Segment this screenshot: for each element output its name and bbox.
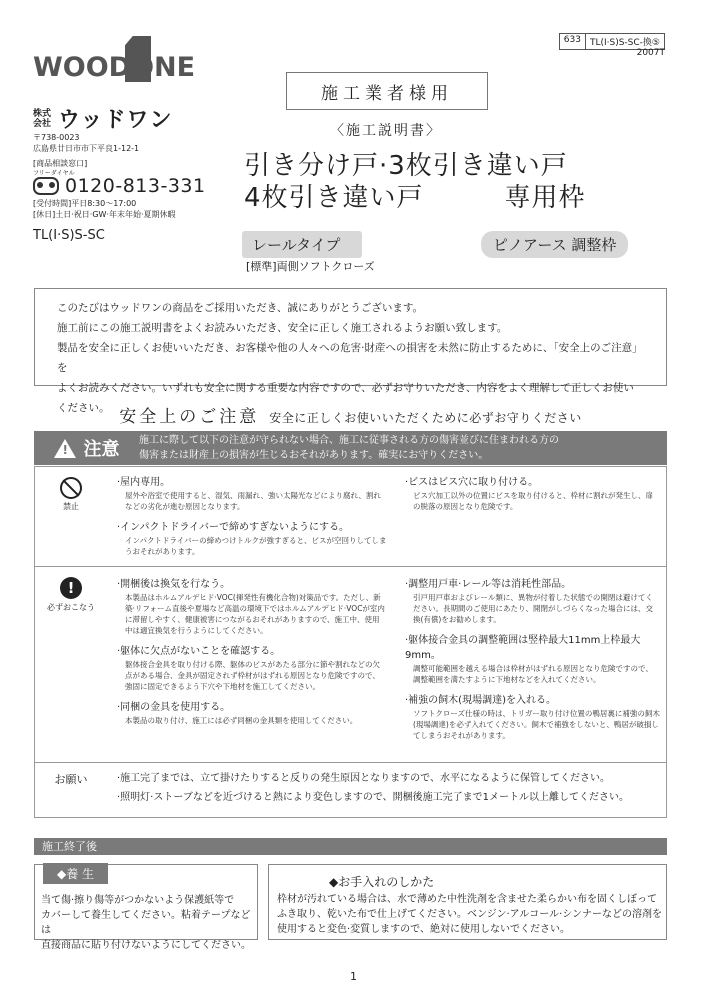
protection-box	[34, 864, 258, 951]
prohibit-label: 禁止	[63, 502, 79, 511]
item-body: 調整可能範囲を越える場合は枠材がはずれる原因となり危険ですので、調整範囲を満たすように下地材などを入れてください。	[413, 664, 653, 684]
care-line: 使用すると変色·変質しますので、絶対に使用しないでください。	[277, 924, 570, 935]
title-box: 施工業者様用	[286, 72, 488, 110]
care-text	[277, 892, 662, 937]
item-body: インパクトドライバーの締めつけトルクが強すぎると、ビスが空回りしてしまうおそれがあります。	[125, 536, 387, 556]
request-item: ·施工完了までは、立て掛けたりすると反りの発生原因となりますので、水平になるように保管してください。	[117, 773, 610, 784]
tel-number: 0120-813-331	[65, 175, 206, 197]
address: 広島県廿日市市下平良1-12-1	[33, 144, 140, 153]
protection-line: 直接商品に貼り付けないようにしてください。	[41, 940, 251, 951]
prohibit-row	[35, 467, 666, 567]
item-body: 屋外や浴室で使用すると、湿気、雨漏れ、強い太陽光などにより腐れ、割れなどの劣化が進む原因となります。	[125, 491, 381, 511]
request-label: お願い	[54, 773, 88, 786]
item-body: ビス穴加工以外の位置にビスを取り付けると、枠材に割れが発生し、扉の脱落の原因となり危険です。	[413, 491, 653, 511]
woodone-logo	[33, 36, 196, 84]
safety-heading-sub: 安全に正しくお使いいただくために必ずお守りください	[269, 411, 582, 425]
protection-text	[41, 893, 257, 953]
item-heading: ·補強の飼木(現場調達)を入れる。	[405, 695, 556, 706]
request-row	[35, 763, 666, 817]
caution-text	[139, 433, 559, 463]
page-number: 1	[350, 970, 357, 983]
caution-line: 施工に際して以下の注意が守られない場合、施工に従事される方の傷害並びに住まわれる方の	[139, 435, 559, 446]
caution-line: 傷害または財産上の損害が生じるおそれがあります。確実にお守りください。	[139, 450, 489, 461]
item-heading: ·躯体に欠点がないことを確認する。	[117, 646, 281, 657]
document-code-id: TL(I·S)S-SC-換⑤	[585, 34, 664, 49]
must-row	[35, 567, 666, 763]
care-line: ふき取り、乾いた布で仕上げてください。ベンジン·アルコール·シンナーなどの溶剤を	[277, 909, 663, 920]
caution-bar	[34, 431, 667, 465]
protection-line: 当て傷·擦り傷等がつかないよう保護紙等で	[41, 895, 235, 906]
intro-line: 施工前にこの施工説明書をよくお読みいただき、安全に正しく施工されるようお願い致します。	[57, 322, 508, 334]
intro-line: よくお読みください。いずれも安全に関する重要な内容ですので、必ずお守りいただき、内容をよく理解して正しくお使いください。	[57, 382, 634, 414]
care-box	[268, 864, 667, 940]
tel-row	[33, 175, 206, 197]
warning-triangle-icon: !	[54, 439, 76, 458]
main-title	[244, 150, 586, 214]
company-name-text: ウッドワン	[58, 108, 173, 133]
safety-heading	[34, 402, 667, 427]
subtitle: 〈施工説明書〉	[330, 123, 442, 139]
main-title-line1: 引き分け戸·3枚引き違い戸	[244, 151, 568, 181]
item-heading: ·開梱後は換気を行なう。	[117, 579, 231, 590]
intro-line: 製品を安全に正しくお使いいただき、お客様や他の人々への危害·財産への損害を未然に防止するために、「安全上のご注意」を	[57, 342, 643, 374]
must-left-col	[117, 577, 387, 734]
item-body: 引戸用戸車およびレール類に、異物が付着した状態での開閉は避けてください。長期間のご使用にあたり、開閉がしづらくなった場合には、交換(有償)をお勧めします。	[413, 593, 653, 624]
reception-hours: [受付時間]平日8:30〜17:00	[33, 199, 137, 208]
item-heading: ·ビスはビス穴に取り付ける。	[405, 477, 539, 488]
prohibit-right-col	[405, 475, 660, 520]
protection-heading: ◆養 生	[43, 863, 108, 884]
item-body: ソフトクローズ仕様の時は、トリガー取り付け位置の鴨居裏に補強の飼木(現場調達)を必ず入れてください。飼木で補強をしないと、鴨居が破損してしまうおそれがあります。	[413, 709, 660, 740]
postal-code: 〒738-0023	[33, 133, 80, 142]
consult-label: [商品相談窓口]	[33, 159, 88, 168]
logo-text: WOODONE	[33, 52, 196, 83]
caution-label-text: 注意	[83, 439, 120, 460]
rail-type-badge: レールタイプ	[242, 231, 362, 258]
product-series-badge: ピノアース 調整枠	[481, 231, 628, 258]
item-heading: ·調整用戸車·レール等は消耗性部品。	[405, 579, 572, 590]
request-list	[117, 769, 657, 807]
freedial-label: フリーダイヤル	[33, 170, 75, 177]
request-item: ·照明灯·ストーブなどを近づけると熱により変色しますので、開梱後施工完了まで1メートル以上離してください。	[117, 792, 630, 803]
must-right-col	[405, 577, 660, 749]
care-line: 枠材が汚れている場合は、水で薄めた中性洗剤を含ませた柔らかい布を固くしぼって	[277, 894, 657, 905]
main-title-line2: 4枚引き違い戸 専用枠	[244, 183, 586, 213]
document-code-number: 633	[563, 35, 581, 45]
intro-line: このたびはウッドワンの商品をご採用いただき、誠にありがとうございます。	[57, 302, 424, 314]
protection-line: カバーして養生してください。粘着テープなどは	[41, 910, 251, 936]
item-body: 躯体接合金具を取り付ける際、躯体のビスがあたる部分に節や割れなどの欠点がある場合、金具が固定されず枠材がはずれる原因となり危険ですので、強固に固定できるよう下穴や下地材を施工してください。	[125, 660, 380, 691]
item-heading: ·インパクトドライバーで締めすぎないようにする。	[117, 522, 349, 533]
prohibit-icon	[60, 477, 82, 499]
document-year: 2007T	[636, 48, 665, 58]
intro-box	[34, 288, 667, 414]
item-body: 本製品の取り付け、施工には必ず同梱の金具類を使用してください。	[125, 716, 358, 725]
prohibit-category	[35, 467, 107, 512]
after-construction-bar: 施工終了後	[34, 838, 667, 855]
company-name	[33, 103, 173, 134]
safety-table	[34, 466, 667, 818]
prohibit-left-col	[117, 475, 387, 565]
item-heading: ·躯体接合金具の調整範囲は竪枠最大11mm上枠最大9mm。	[405, 635, 641, 661]
standard-note: [標準]両側ソフトクローズ	[246, 260, 375, 273]
company-prefix: 株式会社	[33, 108, 52, 129]
item-body: 本製品はホルムアルデヒド·VOC(揮発性有機化合物)対策品です。ただし、新築·リフォーム直後や夏場など高温の環境下ではホルムアルデヒド·VOCが室内に滞留しやすく、健康被害につながるおそれがありますので、施工中、使用中は適宜換気を行うようにしてください。	[125, 593, 385, 635]
must-label: 必ずおこなう	[47, 603, 95, 612]
must-category	[35, 567, 107, 613]
safety-heading-text: 安全上のご注意	[119, 407, 260, 427]
exclamation-icon: !	[60, 577, 82, 599]
item-heading: ·屋内専用。	[117, 477, 171, 488]
freedial-icon	[33, 177, 59, 195]
item-heading: ·同梱の金具を使用する。	[117, 702, 231, 713]
model-code: TL(I·S)S-SC	[33, 228, 105, 243]
holidays: [休日]土日·祝日·GW·年末年始·夏期休暇	[33, 210, 176, 219]
care-heading: ◆お手入れのしかた	[329, 875, 435, 889]
caution-label	[34, 435, 139, 461]
